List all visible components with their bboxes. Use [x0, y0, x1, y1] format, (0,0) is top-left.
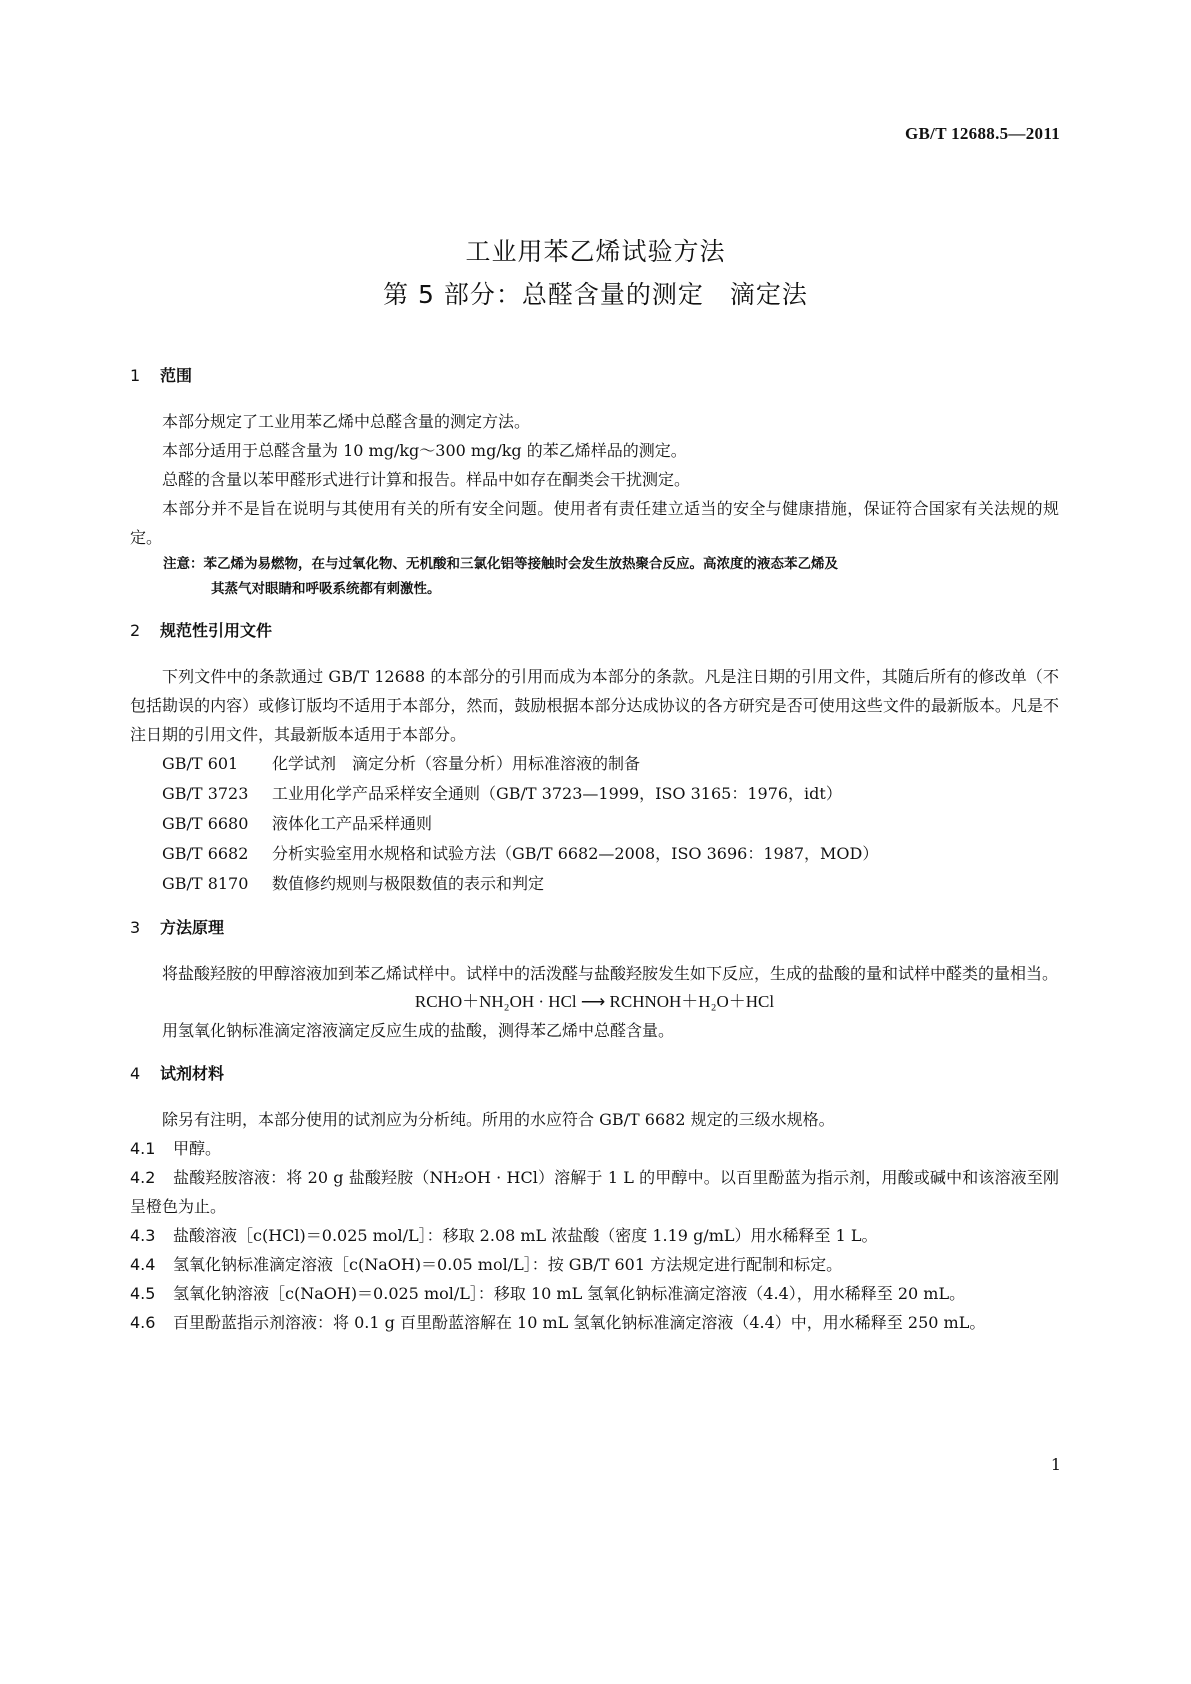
paragraph: 本部分规定了工业用苯乙烯中总醛含量的测定方法。 [162, 412, 531, 431]
item-text: 盐酸羟胺溶液：将 20 g 盐酸羟胺（NH₂OH · HCl）溶解于 1 L 的甲醇中。以百里酚蓝为指示剂，用酸或碱中和该溶液至刚呈橙色为止。 [130, 1168, 1059, 1216]
paragraph: 本部分并不是旨在说明与其使用有关的所有安全问题。使用者有责任建立适当的安全与健康措施，保证符合国家有关法规的规定。 [130, 499, 1059, 547]
reference-code: GB/T 3723 [162, 784, 249, 803]
reference-item [130, 839, 1059, 869]
section-heading-normative-references [130, 618, 1059, 644]
reference-item [130, 779, 1059, 809]
reagent-item [130, 1308, 1059, 1337]
section-number: 1 [130, 366, 141, 385]
reference-title: 工业用化学产品采样安全通则（GB/T 3723—1999，ISO 3165：1976，idt） [272, 784, 842, 803]
reference-title: 分析实验室用水规格和试验方法（GB/T 6682—2008，ISO 3696：1987，MOD） [272, 844, 879, 863]
paragraph: 本部分适用于总醛含量为 10 mg/kg～300 mg/kg 的苯乙烯样品的测定。 [162, 441, 687, 460]
item-number: 4.1 [130, 1139, 156, 1158]
reagent-item [130, 1250, 1059, 1279]
paragraph: 除另有注明，本部分使用的试剂应为分析纯。所用的水应符合 GB/T 6682 规定的三级水规格。 [162, 1110, 835, 1129]
item-number: 4.6 [130, 1313, 156, 1332]
reference-title: 液体化工产品采样通则 [272, 814, 433, 833]
reagent-item [130, 1163, 1059, 1221]
reference-item [130, 869, 1059, 899]
reagent-item [130, 1279, 1059, 1308]
item-number: 4.4 [130, 1255, 156, 1274]
item-number: 4.5 [130, 1284, 156, 1303]
note-text-continued: 其蒸气对眼睛和呼吸系统都有刺激性。 [211, 581, 441, 597]
item-number: 4.3 [130, 1226, 156, 1245]
reference-code: GB/T 6682 [162, 844, 249, 863]
paragraph: 总醛的含量以苯甲醛形式进行计算和报告。样品中如存在酮类会干扰测定。 [162, 470, 691, 489]
section-heading-reagents [130, 1061, 1059, 1087]
document-body [130, 363, 1059, 1337]
safety-note [130, 552, 1059, 602]
section-number: 4 [130, 1064, 141, 1083]
section-number: 2 [130, 621, 141, 640]
item-text: 甲醇。 [173, 1139, 222, 1158]
reference-title: 数值修约规则与极限数值的表示和判定 [272, 874, 545, 893]
item-number: 4.2 [130, 1168, 156, 1187]
section-title: 方法原理 [160, 918, 225, 937]
reaction-formula: RCHO＋NH₂OH · HCl ⟶ RCHNOH＋H₂O＋HCl [414, 992, 775, 1011]
note-text: 苯乙烯为易燃物，在与过氧化物、无机酸和三氯化铝等接触时会发生放热聚合反应。高浓度的液态苯乙烯及 [203, 556, 838, 572]
section-title: 规范性引用文件 [160, 621, 273, 640]
reference-code: GB/T 6680 [162, 814, 249, 833]
item-text: 百里酚蓝指示剂溶液：将 0.1 g 百里酚蓝溶解在 10 mL 氢氧化钠标准滴定溶液（4.4）中，用水稀释至 250 mL。 [173, 1313, 986, 1332]
section-title: 试剂材料 [160, 1064, 225, 1083]
section-title: 范围 [160, 366, 193, 385]
reagent-item [130, 1221, 1059, 1250]
page-number: 1 [1050, 1455, 1061, 1474]
item-text: 盐酸溶液［c(HCl)＝0.025 mol/L］：移取 2.08 mL 浓盐酸（密度 1.19 g/mL）用水稀释至 1 L。 [173, 1226, 878, 1245]
reagent-item [130, 1134, 1059, 1163]
document-title: 工业用苯乙烯试验方法 [465, 237, 726, 266]
section-heading-principle [130, 915, 1059, 941]
paragraph: 用氢氧化钠标准滴定溶液滴定反应生成的盐酸，测得苯乙烯中总醛含量。 [162, 1021, 675, 1040]
document-subtitle: 第 5 部分：总醛含量的测定 滴定法 [383, 280, 808, 309]
reference-item [130, 749, 1059, 779]
reference-code: GB/T 8170 [162, 874, 249, 893]
section-heading-scope [130, 363, 1059, 389]
reference-code: GB/T 601 [162, 754, 239, 773]
section-number: 3 [130, 918, 141, 937]
paragraph: 将盐酸羟胺的甲醇溶液加到苯乙烯试样中。试样中的活泼醛与盐酸羟胺发生如下反应，生成的盐酸的量和试样中醛类的量相当。 [162, 964, 1059, 983]
item-text: 氢氧化钠溶液［c(NaOH)＝0.025 mol/L］：移取 10 mL 氢氧化钠标准滴定溶液（4.4），用水稀释至 20 mL。 [173, 1284, 966, 1303]
reference-item [130, 809, 1059, 839]
paragraph: 下列文件中的条款通过 GB/T 12688 的本部分的引用而成为本部分的条款。凡是注日期的引用文件，其随后所有的修改单（不包括勘误的内容）或修订版均不适用于本部分，然而，鼓励根据本部分达成协议的各方研究是否可使用这些文件的最新版本。凡是不注日期的引用文件，其最新版本适用于本部分。 [130, 667, 1059, 744]
reference-title: 化学试剂 滴定分析（容量分析）用标准溶液的制备 [272, 754, 641, 773]
standard-number: GB/T 12688.5—2011 [905, 124, 1060, 143]
note-label: 注意： [163, 556, 204, 572]
item-text: 氢氧化钠标准滴定溶液［c(NaOH)＝0.05 mol/L］：按 GB/T 601 方法规定进行配制和标定。 [173, 1255, 843, 1274]
